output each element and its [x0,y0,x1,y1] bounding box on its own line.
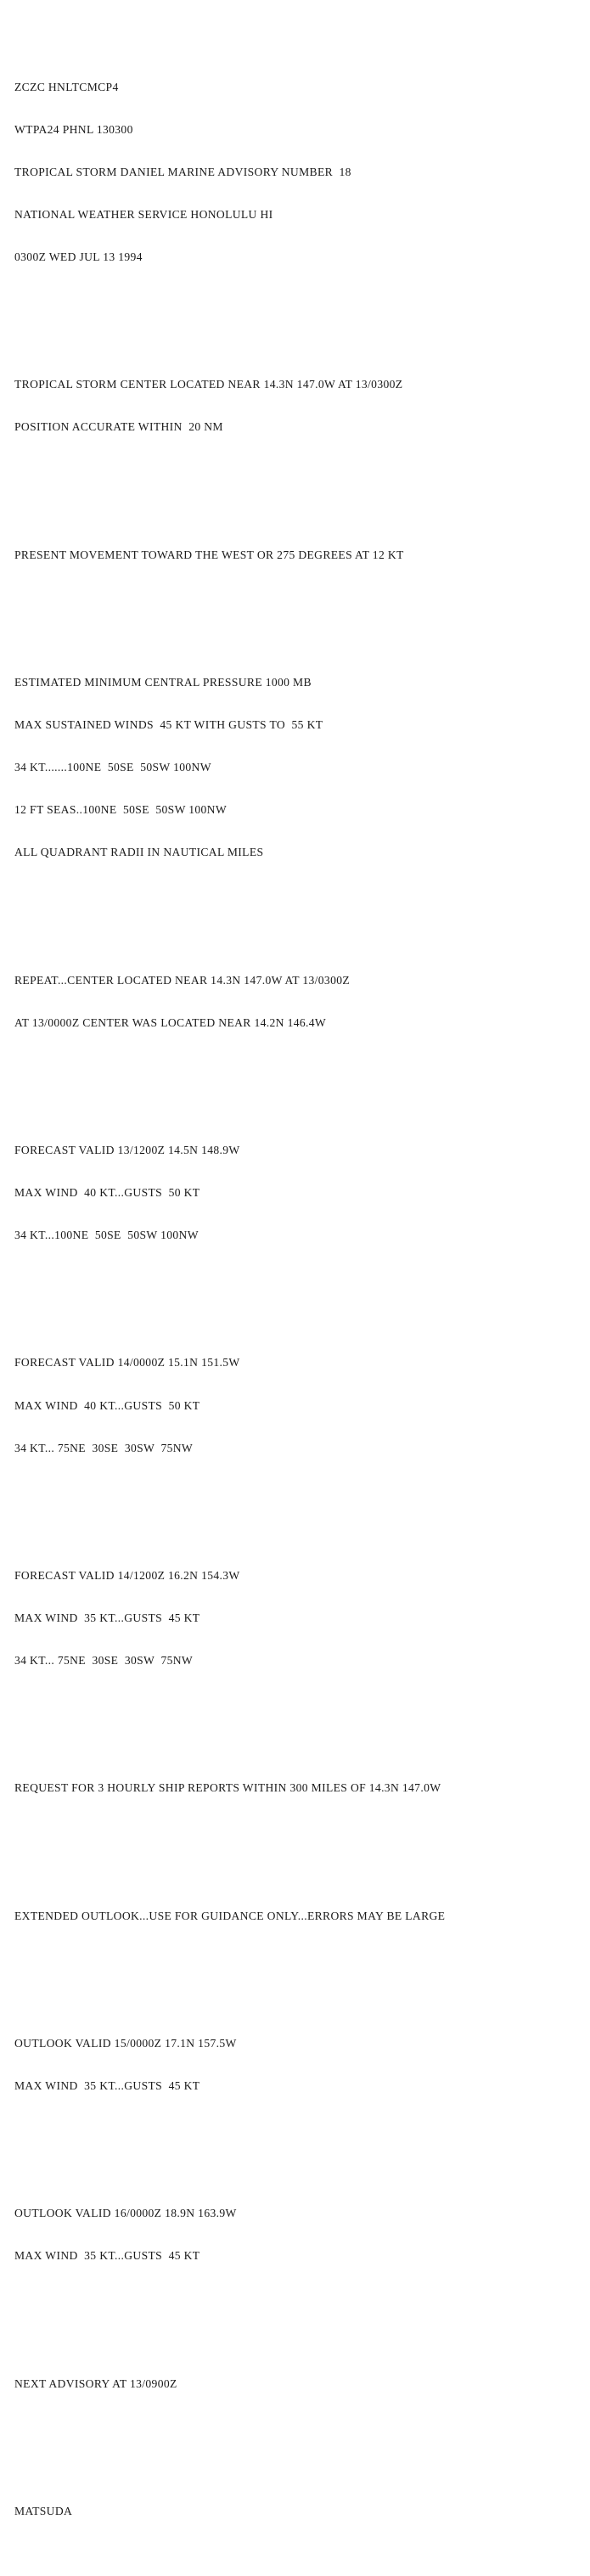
request-line: REQUEST FOR 3 HOURLY SHIP REPORTS WITHIN 300 MILES OF 14.3N 147.0W [14,1781,441,1795]
issue-time: 0300Z WED JUL 13 1994 [14,250,143,263]
forecast-wind-radii: 34 KT... 75NE 30SE 30SW 75NW [14,1654,194,1668]
forecast-valid: FORECAST VALID 14/1200Z 16.2N 154.3W [14,1568,240,1582]
header-line: ZCZC HNLTCMCP4 [14,80,119,93]
forecast-wind-radii: 34 KT...100NE 50SE 50SW 100NW [14,1229,199,1242]
ship-report-request [14,1753,583,1825]
forecast-max-wind: MAX WIND 40 KT...GUSTS 50 KT [14,1398,200,1412]
previous-center-location: AT 13/0000Z CENTER WAS LOCATED NEAR 14.2N 146.4W [14,1015,327,1029]
forecaster-signature: MATSUDA [14,2505,73,2518]
forecast-max-wind: MAX WIND 35 KT...GUSTS 45 KT [14,1611,200,1624]
wind-radii: 34 KT.......100NE 50SE 50SW 100NW [14,761,211,774]
center-location: TROPICAL STORM CENTER LOCATED NEAR 14.3N 147.0W AT 13/0300Z [14,378,403,391]
next-advisory-time: NEXT ADVISORY AT 13/0900Z [14,2376,177,2390]
present-movement: PRESENT MOVEMENT TOWARD THE WEST OR 275 DEGREES AT 12 KT [14,548,404,561]
forecast-wind-radii: 34 KT... 75NE 30SE 30SW 75NW [14,1441,194,1454]
repeat-center-location: REPEAT...CENTER LOCATED NEAR 14.3N 147.0W AT 13/0300Z [14,973,351,987]
storm-position-section [14,350,583,464]
outlook-valid: OUTLOOK VALID 15/0000Z 17.1N 157.5W [14,2036,237,2050]
extended-outlook-note [14,1881,583,1952]
issuing-office: NATIONAL WEATHER SERVICE HONOLULU HI [14,207,273,221]
outlook-section [14,2179,583,2292]
storm-intensity-section [14,647,583,888]
forecast-valid: FORECAST VALID 14/0000Z 15.1N 151.5W [14,1356,240,1370]
signature-section [14,2477,583,2548]
next-advisory-section [14,2348,583,2420]
storm-movement-section [14,520,583,591]
radii-units-note: ALL QUADRANT RADII IN NAUTICAL MILES [14,846,264,859]
central-pressure: ESTIMATED MINIMUM CENTRAL PRESSURE 1000 MB [14,675,312,689]
advisory-header [14,52,583,293]
header-line: WTPA24 PHNL 130300 [14,122,133,136]
forecast-section [14,1116,583,1272]
extended-outlook-line: EXTENDED OUTLOOK...USE FOR GUIDANCE ONLY...ERRORS MAY BE LARGE [14,1909,446,1922]
outlook-max-wind: MAX WIND 35 KT...GUSTS 45 KT [14,2249,200,2263]
outlook-section [14,2009,583,2123]
forecast-section [14,1541,583,1697]
outlook-valid: OUTLOOK VALID 16/0000Z 18.9N 163.9W [14,2207,237,2220]
forecast-valid: FORECAST VALID 13/1200Z 14.5N 148.9W [14,1143,240,1156]
position-accuracy: POSITION ACCURATE WITHIN 20 NM [14,420,223,434]
seas-radii: 12 FT SEAS..100NE 50SE 50SW 100NW [14,803,228,817]
advisory-title: TROPICAL STORM DANIEL MARINE ADVISORY NUMBER 18 [14,165,351,178]
repeat-section [14,945,583,1059]
marine-advisory-document [14,9,583,2576]
forecast-max-wind: MAX WIND 40 KT...GUSTS 50 KT [14,1186,200,1200]
outlook-max-wind: MAX WIND 35 KT...GUSTS 45 KT [14,2079,200,2093]
forecast-section [14,1328,583,1484]
max-sustained-winds: MAX SUSTAINED WINDS 45 KT WITH GUSTS TO 55 KT [14,717,323,731]
